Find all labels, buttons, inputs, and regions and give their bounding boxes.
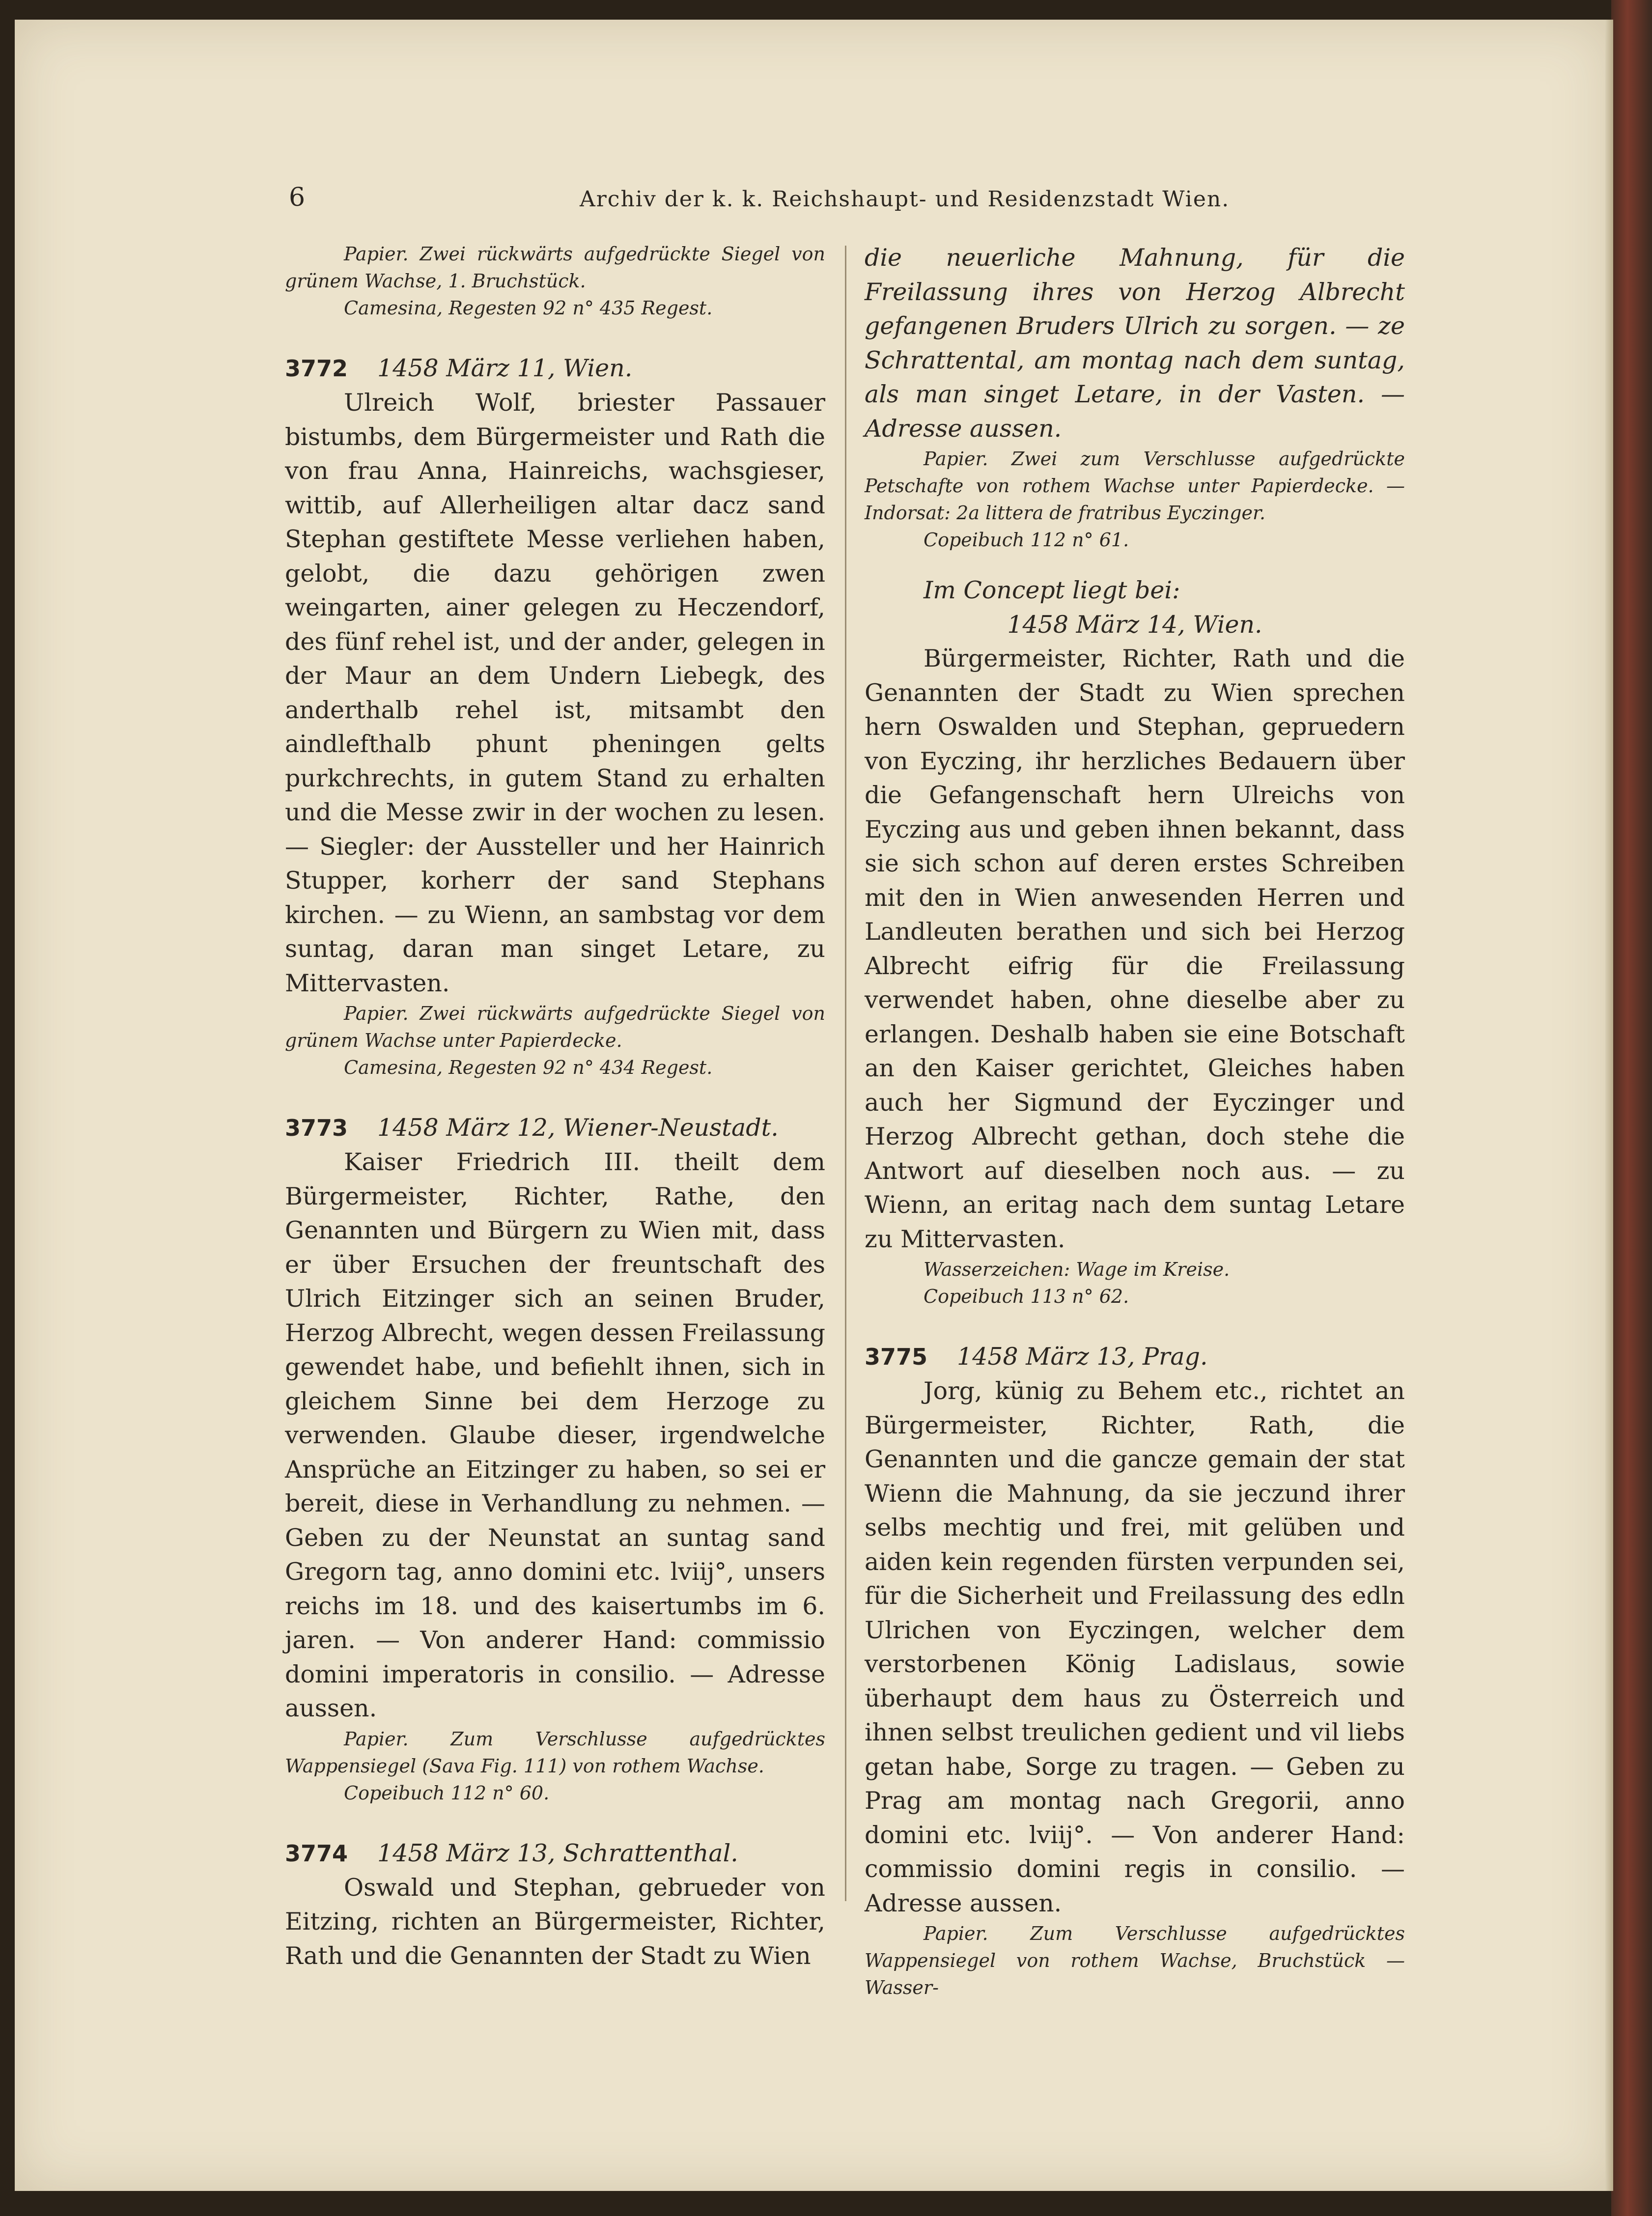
entry-3774-note-1: Papier. Zwei zum Verschlusse aufgedrückte Petschafte von rothem Wachse unter Papierdecke. — Indorsat: 2a littera de fratribus Eyczinger. xyxy=(865,448,1405,524)
entry-3775-date: 1458 März 13, Prag. xyxy=(957,1343,1208,1371)
entry-3773-number: 3773 xyxy=(285,1115,348,1141)
entry-3772-date: 1458 März 11, Wien. xyxy=(377,354,633,382)
entry-3775-note-1: Papier. Zum Verschlusse aufgedrücktes Wappensiegel von rothem Wachse, Bruchstück — Wasser- xyxy=(865,1923,1405,1998)
entry-3772-text: Ulreich Wolf, briester Passauer bistumbs, dem Bürgermeister und Rath die von frau Anna, Hainreichs, wachsgieser, wittib, auf Allerheiligen altar dacz sand Stephan gestiftete Messe verliehen haben, gelobt, die dazu gehörigen zwen weingarten, ainer gelegen zu Heczendorf, des fünf rehel ist, und der ander, gelegen in der Maur an dem Undern Liebegk, des anderthalb rehel ist, mitsambt den aindlefthalb phunt pheningen gelts purkchrechts, in gutem Stand zu erhalten und die Messe zwir in der wochen zu lesen. — Siegler: der Aussteller und her Hainrich Stupper, korherr der sand Stephans kirchen. — zu Wienn, an sambstag vor dem suntag, daran man singet Letare, zu Mittervasten. xyxy=(285,389,825,997)
note-top-1: Papier. Zwei rückwärts aufgedrückte Siegel von grünem Wachse, 1. Bruchstück. xyxy=(285,243,825,292)
entry-3772-note-1: Papier. Zwei rückwärts aufgedrückte Siegel von grünem Wachse unter Papierdecke. xyxy=(285,1003,825,1051)
entry-3774-note-2: Copeibuch 112 n° 61. xyxy=(924,529,1129,551)
entry-3775-text: Jorg, künig zu Behem etc., richtet an Bürgermeister, Richter, Rath, die Genannten und die gancze gemain der stat Wienn die Mahnung, da sie jeczund ihrer selbs mechtig und frei, mit gelüben und aiden kein regenden fürsten verpunden sei, für die Sicherheit und Freilassung des edln Ulrichen von Eyczingen, welcher dem verstorbenen König Ladislaus, sowie überhaupt dem haus zu Österreich und ihnen selbst treulichen gedient und vil liebs getan habe, Sorge zu tragen. — Geben zu Prag am montag nach Gregorii, anno domini etc. lviij°. — Von anderer Hand: commissio domini regis in consilio. — Adresse aussen. xyxy=(865,1377,1405,1917)
entry-3772-note-2: Camesina, Regesten 92 n° 434 Regest. xyxy=(344,1057,713,1078)
concept-date: 1458 März 14, Wien. xyxy=(1007,610,1262,639)
concept-note-1: Wasserzeichen: Wage im Kreise. xyxy=(924,1259,1230,1280)
note-top-2: Camesina, Regesten 92 n° 435 Regest. xyxy=(344,297,713,319)
entry-3773-heading xyxy=(285,1111,825,1145)
entry-3773-note-2: Copeibuch 112 n° 60. xyxy=(344,1782,550,1804)
left-column xyxy=(285,241,825,1973)
entry-3773-text: Kaiser Friedrich III. theilt dem Bürgermeister, Richter, Rathe, den Genannten und Bürgern zu Wien mit, dass er über Ersuchen der freuntschaft des Ulrich Eitzinger sich an seinen Bruder, Herzog Albrecht, wegen dessen Freilassung gewendet habe, und befiehlt ihnen, sich in gleichem Sinne bei dem Herzoge zu verwenden. Glaube dieser, irgendwelche Ansprüche an Eitzinger zu haben, so sei er bereit, diese in Verhandlung zu nehmen. — Geben zu der Neunstat an suntag sand Gregorn tag, anno domini etc. lviij°, unsers reichs im 18. und des kaisertumbs im 6. jaren. — Von anderer Hand: commissio domini imperatoris in consilio. — Adresse aussen. xyxy=(285,1148,825,1722)
entry-3775-heading xyxy=(865,1340,1405,1374)
entry-3774-date: 1458 März 13, Schrattenthal. xyxy=(377,1839,738,1867)
running-title: Archiv der k. k. Reichshaupt- und Residenzstadt Wien. xyxy=(580,187,1230,212)
entry-3774-continuation: die neuerliche Mahnung, für die Freilassung ihres von Herzog Albrecht gefangenen Bruders Ulrich zu sorgen. — ze Schrattental, am montag nach dem suntag, als man singet Letare, in der Vasten. — Adresse aussen. xyxy=(865,244,1405,443)
entry-3774-number: 3774 xyxy=(285,1840,348,1867)
page-edge-strip xyxy=(1605,20,1613,2191)
concept-note-2: Copeibuch 113 n° 62. xyxy=(924,1286,1129,1307)
right-column xyxy=(865,241,1405,2001)
page-number: 6 xyxy=(289,183,306,212)
entry-3772-number: 3772 xyxy=(285,355,348,382)
concept-text: Bürgermeister, Richter, Rath und die Genannten der Stadt zu Wien sprechen hern Oswalden und Stephan, gepruedern von Eyczing, ihr herzliches Bedauern über die Gefangenschaft hern Ulreichs von Eyczing aus und geben ihnen bekannt, dass sie sich schon auf deren erstes Schreiben mit den in Wien anwesenden Herren und Landleuten berathen und sich bei Herzog Albrecht eifrig für die Freilassung verwendet haben, ohne dieselbe aber zu erlangen. Deshalb haben sie eine Botschaft an den Kaiser gerichtet, Gleiches haben auch her Sigmund der Eyczinger und Herzog Albrecht gethan, doch stehe die Antwort auf dieselben noch aus. — zu Wienn, an eritag nach dem suntag Letare zu Mittervasten. xyxy=(865,645,1405,1253)
entry-3775-number: 3775 xyxy=(865,1344,928,1370)
book-edge xyxy=(1611,0,1652,2216)
concept-label: Im Concept liegt bei: xyxy=(924,576,1180,604)
column-rule xyxy=(845,246,846,1901)
entry-3774-heading xyxy=(285,1836,825,1871)
entry-3773-note-1: Papier. Zum Verschlusse aufgedrücktes Wappensiegel (Sava Fig. 111) von rothem Wachse. xyxy=(285,1728,825,1777)
entry-3773-date: 1458 März 12, Wiener-Neustadt. xyxy=(377,1114,779,1142)
entry-3774-text: Oswald und Stephan, gebrueder von Eitzing, richten an Bürgermeister, Richter, Rath und die Genannten der Stadt zu Wien xyxy=(285,1873,825,1970)
entry-3772-heading xyxy=(285,351,825,386)
